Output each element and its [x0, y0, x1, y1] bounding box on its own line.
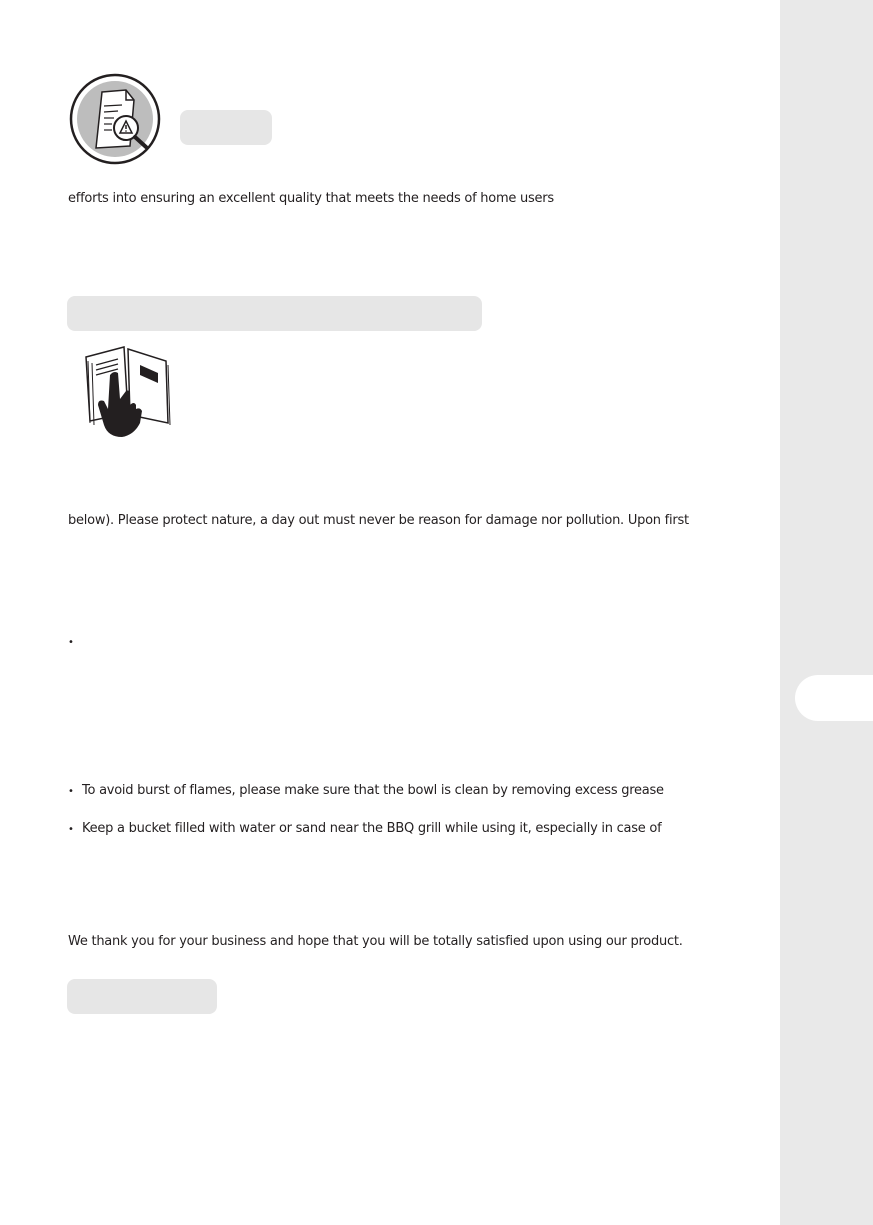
- intro-paragraph-line: efforts into ensuring an excellent quality that meets the needs of home users: [68, 191, 554, 206]
- list-item-text: Keep a bucket filled with water or sand near the BBQ grill while using it, especially in case of: [82, 821, 662, 836]
- page-side-margin-bar: [780, 0, 873, 1225]
- closing-paragraph-line: We thank you for your business and hope that you will be totally satisfied upon using our product.: [68, 934, 683, 949]
- list-item: [68, 783, 664, 800]
- footer-heading-bar: [67, 979, 217, 1014]
- list-item: [68, 821, 661, 838]
- list-item-text: To avoid burst of flames, please make sure that the bowl is clean by removing excess grease: [82, 783, 664, 798]
- page-tab-marker: [795, 675, 873, 721]
- section-heading-bar: [67, 296, 482, 331]
- read-manual-hand-icon: [82, 343, 174, 440]
- header-label-bar: [180, 110, 272, 145]
- bullet-dot: •: [68, 786, 74, 797]
- document-warning-magnifier-icon: [68, 72, 162, 166]
- bullet-dot: •: [68, 824, 74, 835]
- list-item-empty: [68, 634, 82, 651]
- body-paragraph-line: below). Please protect nature, a day out must never be reason for damage nor pollution. Upon first: [68, 513, 689, 528]
- bullet-dot: •: [68, 637, 74, 648]
